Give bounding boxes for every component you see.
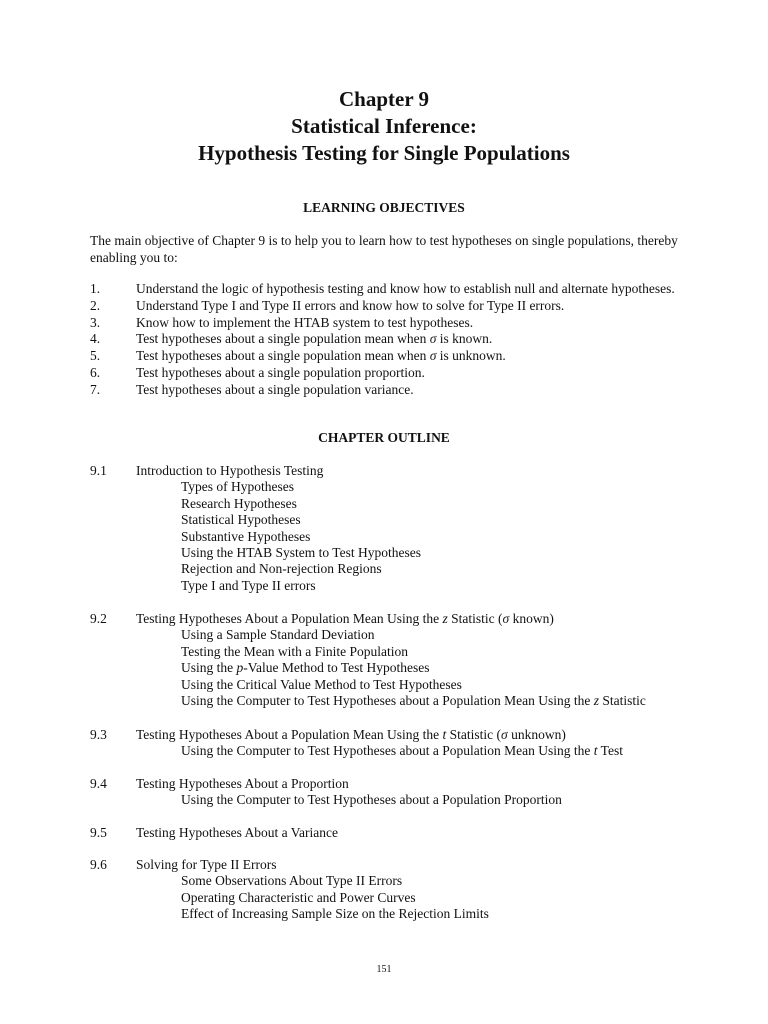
list-text-part: is known.: [436, 331, 493, 347]
list-item: [90, 365, 690, 382]
section-number: 9.3: [90, 727, 107, 742]
title-part: unknown): [507, 727, 566, 742]
subsection-part: Using the Computer to Test Hypotheses about a Population Mean Using the: [181, 693, 594, 709]
subsection: [90, 660, 730, 676]
subsection: [90, 743, 730, 759]
chapter-title-line-2: Hypothesis Testing for Single Populations: [198, 141, 570, 165]
chapter-title-line-1: Statistical Inference:: [291, 114, 477, 138]
section-number: 9.6: [90, 857, 107, 872]
list-item: [90, 315, 690, 332]
title-part: Statistic (: [446, 727, 502, 742]
subsection: Using a Sample Standard Deviation: [181, 627, 375, 643]
outline-section-9-6: [90, 857, 730, 923]
z-variable: z: [442, 611, 448, 626]
list-text-part: is unknown.: [436, 348, 506, 364]
subsection: Using the HTAB System to Test Hypotheses: [181, 545, 421, 561]
list-number: 7.: [90, 381, 101, 397]
list-item: [90, 382, 690, 399]
subsection: Research Hypotheses: [181, 495, 297, 511]
subsection-part: Test: [597, 743, 623, 759]
outline-section-9-1: [90, 463, 730, 594]
title-part: Testing Hypotheses About a Population Mean Using the: [136, 727, 443, 742]
section-number: 9.1: [90, 463, 107, 478]
objectives-intro: The main objective of Chapter 9 is to help you to learn how to test hypotheses on single populations, thereby enabling you to:: [90, 233, 678, 265]
section-header: [90, 727, 730, 743]
subsection: Some Observations About Type II Errors: [181, 873, 403, 889]
sigma-symbol: σ: [429, 348, 437, 364]
list-item: [90, 348, 690, 365]
section-header: [90, 776, 730, 792]
list-number: 1.: [90, 281, 101, 296]
outline-section-9-2: [90, 611, 730, 709]
sigma-symbol: σ: [502, 611, 510, 626]
title-part: Statistic (: [447, 611, 503, 626]
section-title: Testing Hypotheses About a Proportion: [136, 776, 349, 791]
subsection: Type I and Type II errors: [181, 577, 316, 593]
section-title: Solving for Type II Errors: [136, 857, 277, 872]
list-item: [90, 281, 690, 298]
list-text-part: Test hypotheses about a single population mean when: [136, 348, 430, 364]
t-variable: t: [593, 743, 598, 759]
list-number: 6.: [90, 364, 101, 380]
list-text-part: Test hypotheses about a single population mean when: [136, 331, 430, 347]
list-text: Know how to implement the HTAB system to test hypotheses.: [136, 314, 474, 330]
list-number: 5.: [90, 348, 101, 364]
section-header: [90, 463, 730, 479]
list-text: Understand the logic of hypothesis testing and know how to establish null and alternate hypotheses.: [136, 281, 675, 296]
t-variable: t: [442, 727, 447, 742]
subsection: Using the Critical Value Method to Test Hypotheses: [181, 676, 462, 692]
subsection: Using the Computer to Test Hypotheses about a Population Proportion: [181, 792, 562, 808]
subsection: Statistical Hypotheses: [181, 512, 301, 528]
section-header: [90, 825, 730, 841]
objectives-list: [90, 281, 690, 399]
chapter-title: [0, 86, 768, 167]
list-number: 2.: [90, 297, 101, 313]
subsection: Testing the Mean with a Finite Population: [181, 643, 409, 659]
subsection-part: Using the: [181, 660, 237, 676]
outline-section-9-5: [90, 825, 730, 841]
section-title: [136, 727, 566, 743]
subsection-part: Statistic: [599, 693, 646, 709]
list-text: Test hypotheses about a single population variance.: [136, 381, 414, 397]
list-number: 3.: [90, 314, 101, 330]
subsection: Operating Characteristic and Power Curves: [181, 889, 416, 905]
sigma-symbol: σ: [429, 331, 437, 347]
subsection-part: -Value Method to Test Hypotheses: [243, 660, 430, 676]
list-item: [90, 331, 690, 348]
list-number: 4.: [90, 331, 101, 347]
z-variable: z: [593, 693, 600, 709]
list-text: Understand Type I and Type II errors and know how to solve for Type II errors.: [136, 297, 565, 313]
sigma-symbol: σ: [501, 727, 508, 742]
section-number: 9.4: [90, 776, 107, 791]
chapter-outline-heading: CHAPTER OUTLINE: [318, 430, 450, 445]
list-text: [136, 331, 690, 348]
subsection: [90, 693, 730, 709]
chapter-number: Chapter 9: [338, 87, 430, 111]
section-header: [90, 857, 730, 873]
subsection-part: Using the Computer to Test Hypotheses about a Population Mean Using the: [181, 743, 594, 759]
section-header: [90, 611, 730, 627]
section-number: 9.2: [90, 611, 107, 626]
title-part: known): [509, 611, 554, 626]
subsection: Rejection and Non-rejection Regions: [181, 561, 382, 577]
p-variable: p: [236, 660, 244, 676]
subsection: Types of Hypotheses: [181, 479, 295, 495]
subsection: Substantive Hypotheses: [181, 528, 311, 544]
page-number: 151: [376, 964, 392, 975]
list-item: [90, 298, 690, 315]
list-text: [136, 348, 690, 365]
section-title: Testing Hypotheses About a Variance: [136, 825, 339, 840]
outline-section-9-3: [90, 727, 730, 760]
section-number: 9.5: [90, 825, 107, 840]
title-part: Testing Hypotheses About a Population Mean Using the: [136, 611, 443, 626]
section-title: Introduction to Hypothesis Testing: [136, 463, 324, 478]
subsection: Effect of Increasing Sample Size on the Rejection Limits: [181, 906, 489, 922]
list-text: Test hypotheses about a single population proportion.: [136, 364, 425, 380]
section-title: [136, 611, 554, 627]
learning-objectives-heading: LEARNING OBJECTIVES: [303, 200, 465, 215]
outline-section-9-4: [90, 776, 730, 809]
